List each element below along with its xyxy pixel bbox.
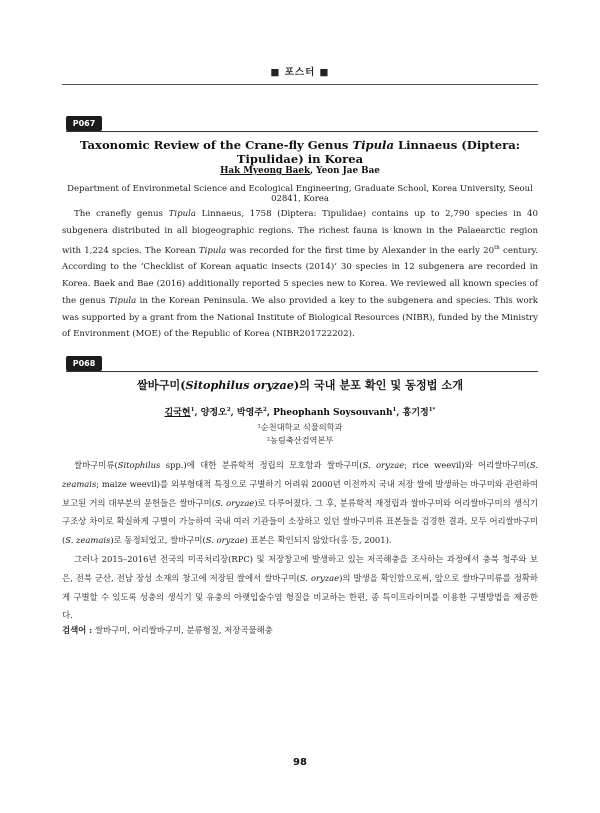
p068-keywords xyxy=(62,624,538,636)
keywords-label: 검색어 : xyxy=(62,625,93,635)
p068-affiliation-2: ²농림축산검역본부 xyxy=(266,435,334,445)
p067-authors: Hak Myeong Baek, Yeon Jae Bae xyxy=(220,166,380,176)
p067-rule xyxy=(66,131,538,132)
p068-rule xyxy=(66,371,538,372)
p068-affiliation-1: ¹순천대학교 식물의학과 xyxy=(257,422,343,432)
p068-paragraph-2: 그러나 2015–2016년 전국의 미곡처리장(RPC) 및 저장창고에 발생하고 있는 저곡해충을 조사하는 과정에서 충북 청주와 보은, 전북 군산, 전남 장성 소재의 창고에 저장된 쌀에서 쌀바구미(S. oryzae)의 발생을 확인함으로써, 앞으로 쌀바구미류를 정확하게 구별할 수 있도록 성충의 생식기 및 유충의 아랫입술수염 형질을 비교하는 한편, 종 특이프라이머를 이용한 구별방법을 제공한다. xyxy=(62,553,539,621)
page-number: 98 xyxy=(293,757,307,768)
p067-affiliation: Department of Environmetal Science and Ecological Engineering, Graduate School, Korea University, Seoul 02841, Korea xyxy=(67,184,533,204)
keywords-list: 쌀바구미, 어리쌀바구미, 분류형질, 저장곡물해충 xyxy=(94,625,273,635)
p068-affiliations xyxy=(62,421,538,447)
poster-code-p067: P067 xyxy=(66,116,102,131)
section-header: ■ 포스터 ■ xyxy=(270,67,330,78)
p068-abstract xyxy=(62,456,538,625)
p068-paragraph-1: 쌀바구미류(Sitophilus spp.)에 대한 분류학적 정립의 모호함과 쌀바구미(S. oryzae; rice weevil)와 어리쌀바구미(S. zeamais; maize weevil)를 외부형태적 특징으로 구별하기 어려워 2000년 이전까지 국내 저장 쌀에 발생하는 바구미와 관련하여 보고된 거의 대부분의 문헌들은 쌀바구미(S. oryzae)로 다루어졌다. 그 후, 분류학적 재정립과 쌀바구미와 어리쌀바구미의 생식기 구조상 차이로 확실하게 구별이 가능하여 국내 여러 기관들이 소장하고 있던 쌀바구미류 표본들을 검경한 결과, 모두 어리쌀바구미(S. zeamais)로 동정되었고, 쌀바구미(S. oryzae) 표본은 확인되지 않았다(홍 등, 2001). xyxy=(62,460,539,546)
p068-authors: 김국현$^1$, 양정오$^2$, 박영주$^2$, Pheophanh Soysouvanh$^1$, 홍기정$^{1*}$ xyxy=(164,407,436,418)
p067-abstract: The cranefly genus Tipula Linnaeus, 1758 (Diptera: Tipulidae) contains up to 2,790 species in 40 subgenera distributed in all biogeographic regions. The richest fauna is known in the Palaearctic region with 1,224 spcies. The Korean Tipula was recorded for the first time by Alexander in the early 20th century. According to the ‘Checklist of Korean aquatic insects (2014)’ 30 species in 12 subgenera are recorded in Korea. Baek and Bae (2016) additionally reported 5 species new to Korea. We reviewed all known species of the genus Tipula in the Korean Peninsula. We also provided a key to the subgenera and species. This work was supported by a grant from the National Institute of Biological Resources (NIBR), funded by the Ministry of Environment (MOE) of the Republic of Korea (NIBR201722202). xyxy=(62,209,538,340)
p067-title: Taxonomic Review of the Crane-fly Genus Tipula Linnaeus (Diptera: Tipulidae) in Korea xyxy=(80,138,520,166)
header-rule xyxy=(62,84,538,85)
p068-title: 쌀바구미(Sitophilus oryzae)의 국내 분포 확인 및 동정법 소개 xyxy=(136,378,463,392)
poster-code-p068: P068 xyxy=(66,356,102,371)
